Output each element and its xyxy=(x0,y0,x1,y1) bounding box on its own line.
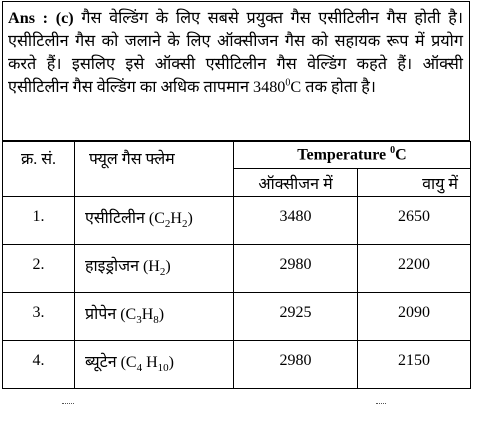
answer-text-end: C तक होता है। xyxy=(290,78,376,96)
header-in-air: वायु में xyxy=(358,169,471,197)
fuel-name-text: ब्यूटेन (C xyxy=(85,354,137,372)
fuel-subscript: 3 xyxy=(136,314,142,327)
row-serial: 3. xyxy=(3,293,75,341)
fuel-name-text: H xyxy=(141,306,154,324)
fuel-subscript: 4 xyxy=(136,362,143,375)
degree-superscript: 0 xyxy=(285,77,291,89)
row-oxygen-temp: 2980 xyxy=(234,341,358,389)
table-header-row xyxy=(3,142,471,169)
fuel-subscript: 2 xyxy=(164,218,171,231)
row-oxygen-temp: 2925 xyxy=(234,293,358,341)
row-serial: 4. xyxy=(3,341,75,389)
row-oxygen-temp: 2980 xyxy=(234,245,358,293)
row-fuel-name xyxy=(75,341,234,389)
fuel-name-text: हाइड्रोजन (H xyxy=(85,258,160,276)
decorative-dotted-mark xyxy=(376,397,386,404)
row-air-temp: 2090 xyxy=(358,293,471,341)
row-air-temp: 2650 xyxy=(358,197,471,245)
fuel-subscript: 2 xyxy=(181,218,188,231)
header-temperature-unit: C xyxy=(395,146,407,164)
header-fuel-gas-flame: फ्यूल गैस फ्लेम xyxy=(75,142,234,197)
row-air-temp: 2200 xyxy=(358,245,471,293)
fuel-name-text: ) xyxy=(168,354,174,372)
fuel-subscript: 10 xyxy=(157,362,169,375)
fuel-name-text: H xyxy=(142,354,158,372)
fuel-name-text: एसीटिलीन (C xyxy=(85,210,165,228)
table-row xyxy=(3,341,471,389)
row-serial: 1. xyxy=(3,197,75,245)
row-fuel-name xyxy=(75,197,234,245)
header-temperature-label: Temperature xyxy=(297,146,391,164)
row-oxygen-temp: 3480 xyxy=(234,197,358,245)
fuel-subscript: 8 xyxy=(153,314,159,327)
decorative-dotted-mark xyxy=(62,397,74,404)
fuel-name-text: ) xyxy=(187,210,193,228)
answer-explanation xyxy=(2,1,470,141)
header-temperature-degree: 0 xyxy=(390,145,396,157)
table-row xyxy=(3,245,471,293)
fuel-name-text: H xyxy=(170,210,182,228)
table-row xyxy=(3,197,471,245)
row-fuel-name xyxy=(75,245,234,293)
fuel-name-text: प्रोपेन (C xyxy=(85,306,137,324)
fuel-subscript: 2 xyxy=(159,266,166,279)
header-serial-number: क्र. सं. xyxy=(3,142,75,197)
row-serial: 2. xyxy=(3,245,75,293)
answer-label: Ans : (c) xyxy=(8,9,74,27)
fuel-name-text: ) xyxy=(165,258,171,276)
table-row xyxy=(3,293,471,341)
fuel-name-text: ) xyxy=(158,306,165,324)
row-air-temp: 2150 xyxy=(358,341,471,389)
answer-text: गैस वेल्डिंग के लिए सबसे प्रयुक्त गैस एसीटिलीन गैस होती है। एसीटिलीन गैस को जलाने के लिए ऑक्सीजन गैस को सहायक रूप में प्रयोग करते हैं। इसलिए इसे ऑक्सी एसीटिलीन गैस वेल्डिंग कहते हैं। ऑक्सी एसीटिलीन गैस वेल्डिंग का अधिक तापमान 3480 xyxy=(8,9,463,96)
header-temperature xyxy=(234,142,471,169)
flame-temperature-table xyxy=(2,141,471,389)
header-in-oxygen: ऑक्सीजन में xyxy=(234,169,358,197)
row-fuel-name xyxy=(75,293,234,341)
